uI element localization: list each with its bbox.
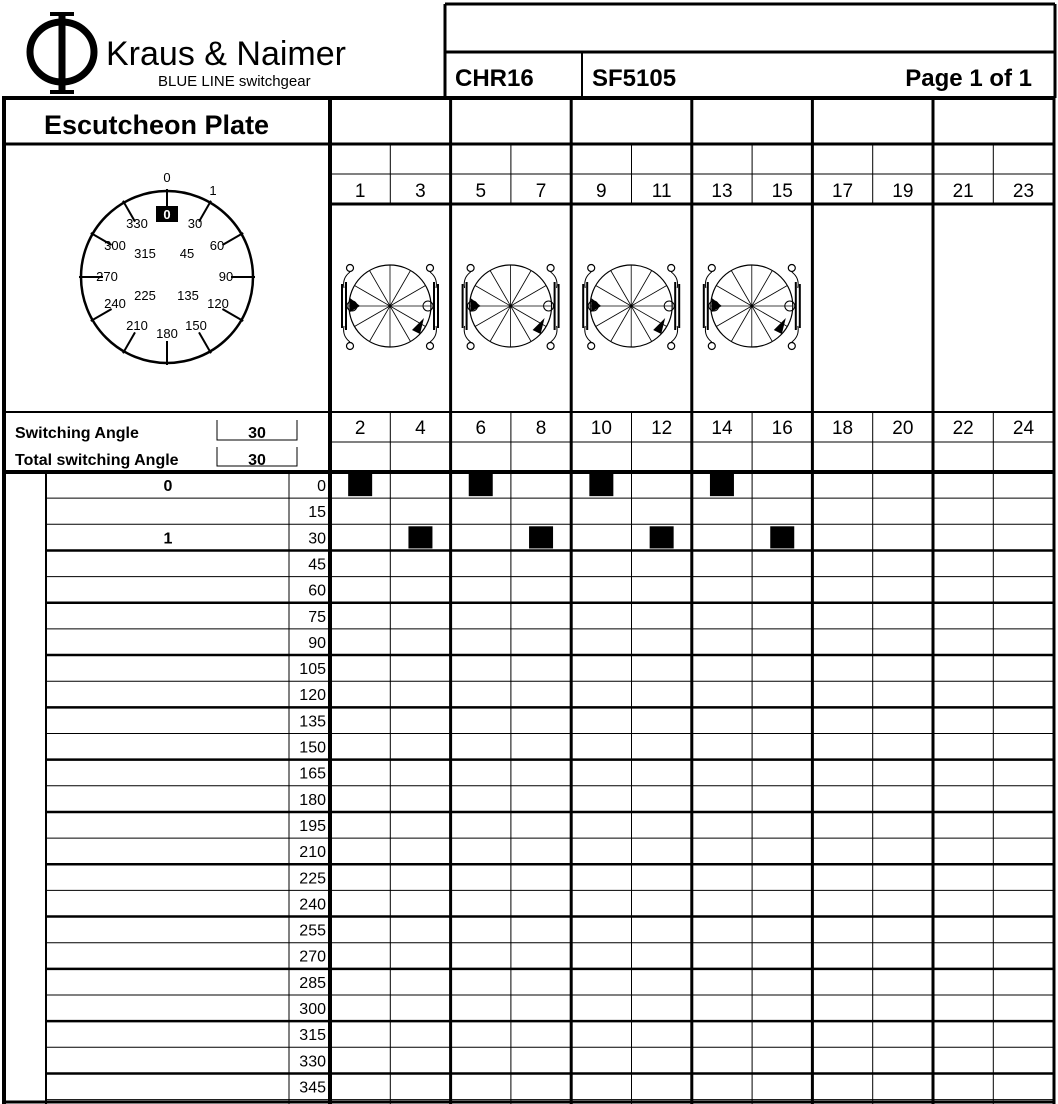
cam-spoke [390, 286, 426, 307]
terminal-top-label: 11 [651, 181, 672, 202]
cam-spoke [596, 306, 632, 327]
terminal-circle [708, 265, 715, 272]
terminal-circle [588, 265, 595, 272]
dial-angle-label: 315 [134, 246, 156, 261]
cam-diagram [463, 265, 559, 350]
contact-bracket [463, 282, 467, 330]
escutcheon-title: Escutcheon Plate [44, 110, 270, 140]
cam-spoke [752, 270, 773, 306]
contact-closed-mark [710, 474, 734, 496]
terminal-bottom-label: 8 [535, 418, 547, 439]
terminal-bottom-label: 22 [952, 418, 974, 439]
cam-spoke [631, 306, 652, 342]
cam-spoke [752, 306, 773, 342]
angle-label: 285 [299, 974, 326, 992]
terminal-bottom-label: 20 [892, 418, 914, 439]
terminal-top-label: 23 [1012, 181, 1035, 202]
page-indicator: Page 1 of 1 [905, 65, 1032, 92]
contact-closed-mark [529, 526, 553, 548]
terminal-circle [588, 343, 595, 350]
terminal-circle [467, 265, 474, 272]
angle-label: 345 [299, 1079, 326, 1097]
terminal-top-label: 15 [771, 181, 793, 202]
terminal-bottom-label: 6 [475, 418, 487, 439]
dial-angle-label: 135 [177, 288, 199, 303]
contact-closed-mark [770, 526, 794, 548]
cam-spoke [390, 306, 411, 342]
angle-label: 0 [317, 478, 326, 495]
cam-spoke [490, 270, 511, 306]
terminal-bottom-label: 4 [415, 418, 426, 439]
dial-outer-label: 1 [209, 183, 217, 198]
contact-closed-mark [348, 474, 372, 496]
angle-label: 75 [308, 608, 326, 626]
terminal-bottom-label: 2 [354, 418, 366, 439]
contact-closed-mark [408, 526, 432, 548]
terminal-bottom-label: 18 [831, 418, 854, 439]
contact-closed-mark [589, 474, 613, 496]
cam-spoke [611, 306, 632, 342]
dial-angle-label: 60 [209, 238, 225, 253]
dial-angle-label: 45 [179, 246, 195, 261]
terminal-circle [788, 343, 795, 350]
dial-angle-label: 180 [156, 326, 178, 341]
terminal-circle [427, 265, 434, 272]
cam-spoke [475, 306, 511, 327]
angle-label: 165 [299, 765, 326, 783]
contact-closed-mark [469, 474, 493, 496]
brand-name: Kraus & Naimer [106, 35, 346, 73]
terminal-bottom-label: 16 [771, 418, 793, 439]
angle-label: 210 [299, 844, 326, 862]
terminal-circle [347, 343, 354, 350]
part-number: SF5105 [592, 65, 677, 92]
dial-angle-label: 240 [104, 296, 126, 311]
contact-bracket [342, 282, 346, 330]
angle-label: 180 [299, 791, 326, 809]
dial-angle-label: 120 [207, 296, 229, 311]
cam-spoke [631, 270, 652, 306]
cam-diagram [704, 265, 800, 350]
angle-label: 90 [308, 634, 326, 652]
terminal-circle [708, 343, 715, 350]
terminal-bottom-label: 24 [1012, 418, 1035, 439]
cam-spoke [596, 286, 632, 307]
terminal-top-label: 1 [354, 181, 366, 202]
cam-spoke [511, 286, 547, 307]
contact-bracket [704, 282, 708, 330]
angle-label: 30 [308, 530, 326, 548]
dial-angle-label: 90 [218, 269, 234, 284]
angle-label: 105 [299, 661, 326, 679]
terminal-top-label: 3 [415, 181, 426, 202]
terminal-circle [427, 343, 434, 350]
angle-label: 120 [299, 687, 326, 705]
terminal-top-label: 5 [475, 181, 487, 202]
terminal-top-label: 9 [596, 181, 607, 202]
angle-label: 195 [299, 817, 326, 835]
dial-tick [123, 332, 135, 353]
dial-angle-label: 330 [126, 216, 148, 231]
terminal-bottom-label: 10 [590, 418, 612, 439]
cam-spoke [490, 306, 511, 342]
contact-bracket [675, 282, 679, 330]
angle-label: 45 [308, 556, 326, 574]
terminal-top-label: 17 [831, 181, 854, 202]
terminal-circle [467, 343, 474, 350]
cam-spoke [752, 286, 788, 307]
terminal-circle [347, 265, 354, 272]
angle-label: 15 [308, 504, 326, 522]
total-angle-label: Total switching Angle [15, 452, 179, 469]
contact-bracket [434, 282, 438, 330]
terminal-bottom-label: 12 [651, 418, 673, 439]
cam-diagram [583, 265, 679, 350]
cam-spoke [611, 270, 632, 306]
terminal-circle [547, 265, 554, 272]
terminal-bottom-label: 14 [711, 418, 733, 439]
dial-angle-label: 150 [185, 318, 207, 333]
terminal-circle [668, 343, 675, 350]
switching-angle-label: Switching Angle [15, 425, 139, 442]
angle-label: 270 [299, 948, 326, 966]
terminal-circle [547, 343, 554, 350]
terminal-top-label: 19 [892, 181, 914, 202]
angle-label: 330 [299, 1053, 326, 1071]
dial-angle-label: 270 [96, 269, 118, 284]
cam-spoke [731, 270, 752, 306]
cam-spoke [475, 286, 511, 307]
contact-bracket [583, 282, 587, 330]
angle-label: 255 [299, 922, 326, 940]
brand-subtitle: BLUE LINE switchgear [158, 73, 311, 90]
position-label: 1 [163, 530, 173, 548]
cam-spoke [731, 306, 752, 342]
contact-closed-mark [650, 526, 674, 548]
angle-label: 225 [299, 870, 326, 888]
selected-position-label: 0 [163, 207, 171, 222]
escutcheon-dial [79, 170, 255, 365]
terminal-circle [668, 265, 675, 272]
cam-spoke [716, 306, 752, 327]
angle-label: 240 [299, 896, 326, 914]
angle-label: 315 [299, 1027, 326, 1045]
terminal-top-label: 13 [711, 181, 733, 202]
cam-spoke [511, 306, 531, 342]
cam-spoke [390, 270, 411, 306]
terminal-top-label: 7 [535, 181, 547, 202]
dial-angle-label: 210 [126, 318, 148, 333]
angle-label: 150 [299, 739, 326, 757]
switching-angle-value: 30 [248, 425, 266, 442]
dial-outer-label: 0 [163, 170, 171, 185]
dial-tick [199, 332, 211, 353]
cam-spoke [370, 270, 391, 306]
dial-angle-label: 225 [134, 288, 156, 303]
dial-tick [222, 233, 243, 245]
cam-spoke [354, 286, 390, 307]
dial-angle-label: 30 [187, 216, 203, 231]
angle-label: 60 [308, 582, 326, 600]
model-code: CHR16 [455, 65, 534, 92]
angle-label: 135 [299, 713, 326, 731]
terminal-circle [788, 265, 795, 272]
contact-bracket [796, 282, 800, 330]
cam-spoke [716, 286, 752, 307]
grid-lines [2, 4, 1055, 1104]
cam-spoke [354, 306, 390, 327]
terminal-top-label: 21 [952, 181, 974, 202]
cam-diagram [342, 265, 438, 350]
cam-spoke [511, 270, 531, 306]
cam-spoke [631, 286, 667, 307]
cam-spoke [370, 306, 391, 342]
total-angle-value: 30 [248, 452, 266, 469]
angle-label: 300 [299, 1001, 326, 1018]
contact-bracket [555, 282, 559, 330]
dial-angle-label: 300 [104, 238, 126, 253]
position-label: 0 [163, 478, 173, 495]
